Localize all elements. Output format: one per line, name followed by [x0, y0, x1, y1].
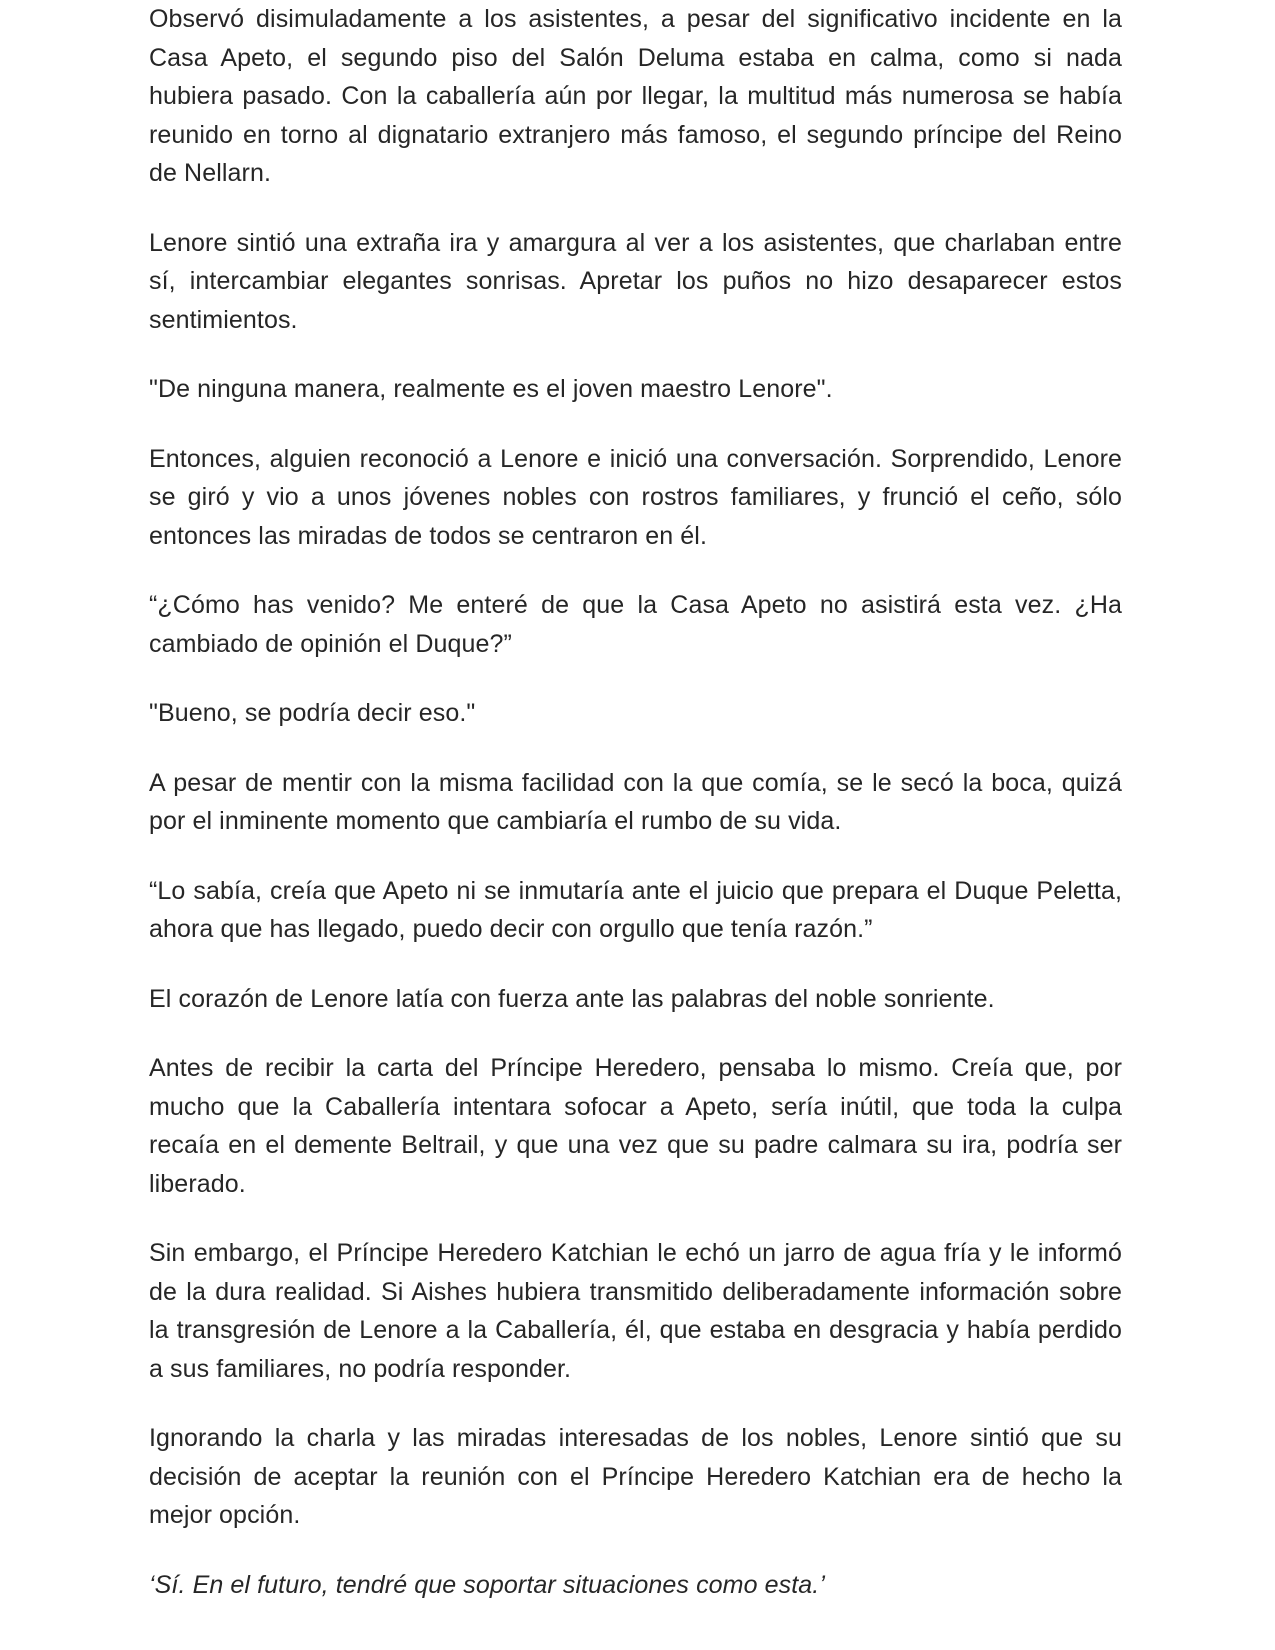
paragraph-9: El corazón de Lenore latía con fuerza ante las palabras del noble sonriente. — [149, 984, 995, 1013]
paragraph-5: “¿Cómo has venido? Me enteré de que la Casa Apeto no asistirá esta vez. ¿Ha cambiado de opinión el Duque?” — [149, 591, 1122, 658]
paragraph-1: Observó disimuladamente a los asistentes, a pesar del significativo incidente en la Casa Apeto, el segundo piso del Salón Deluma estaba en calma, como si nada hubiera pasado. Con la caballería aún por llegar, la multitud más numerosa se había reunido en torno al dignatario extranjero más famoso, el segundo príncipe del Reino de Nellarn. — [149, 5, 1122, 187]
paragraph-2: Lenore sintió una extraña ira y amargura al ver a los asistentes, que charlaban entre sí, intercambiar elegantes sonrisas. Apretar los puños no hizo desaparecer estos sentimientos. — [149, 228, 1122, 334]
paragraph-13-italic-thought: ‘Sí. En el futuro, tendré que soportar situaciones como esta.’ — [149, 1570, 826, 1599]
paragraph-6: "Bueno, se podría decir eso." — [149, 699, 476, 727]
paragraph-10: Antes de recibir la carta del Príncipe Heredero, pensaba lo mismo. Creía que, por mucho que la Caballería intentara sofocar a Apeto, sería inútil, que toda la culpa recaía en el demente Beltrail, y que una vez que su padre calmara su ira, podría ser liberado. — [149, 1054, 1122, 1198]
paragraph-8: “Lo sabía, creía que Apeto ni se inmutaría ante el juicio que prepara el Duque Peletta, ahora que has llegado, puedo decir con orgullo que tenía razón.” — [149, 876, 1122, 943]
paragraph-12: Ignorando la charla y las miradas interesadas de los nobles, Lenore sintió que su decisión de aceptar la reunión con el Príncipe Heredero Katchian era de hecho la mejor opción. — [149, 1424, 1122, 1529]
document-page — [149, 0, 1122, 1635]
paragraph-4: Entonces, alguien reconoció a Lenore e inició una conversación. Sorprendido, Lenore se giró y vio a unos jóvenes nobles con rostros familiares, y frunció el ceño, sólo entonces las miradas de todos se centraron en él. — [149, 444, 1122, 550]
paragraph-11: Sin embargo, el Príncipe Heredero Katchian le echó un jarro de agua fría y le informó de la dura realidad. Si Aishes hubiera transmitido deliberadamente información sobre la transgresión de Lenore a la Caballería, él, que estaba en desgracia y había perdido a sus familiares, no podría responder. — [149, 1239, 1122, 1383]
paragraph-3: "De ninguna manera, realmente es el joven maestro Lenore". — [149, 375, 833, 403]
paragraph-7: A pesar de mentir con la misma facilidad con la que comía, se le secó la boca, quizá por el inminente momento que cambiaría el rumbo de su vida. — [149, 768, 1122, 835]
